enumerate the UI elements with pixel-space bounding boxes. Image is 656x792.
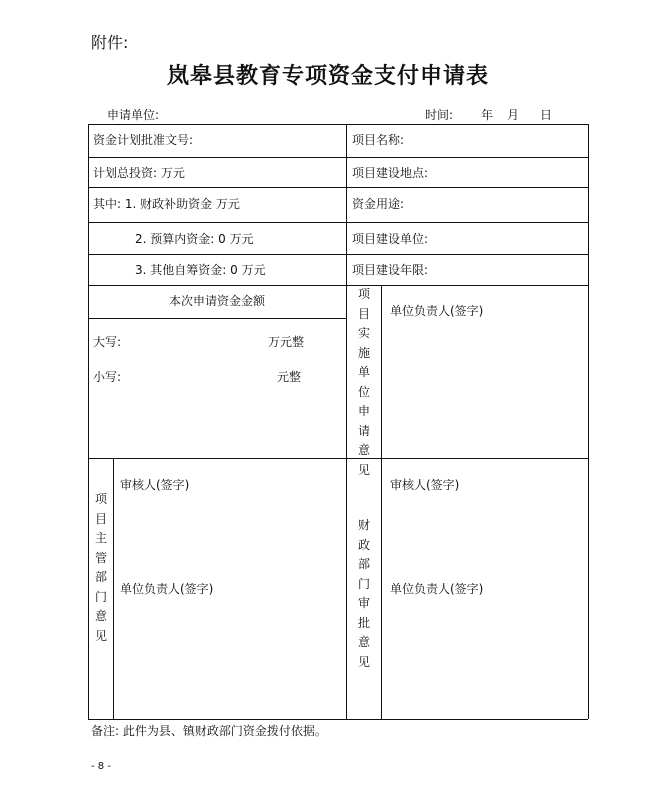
month-label: 月 [507,108,520,122]
table-bottom-border [88,719,588,720]
table-left-border [88,124,89,719]
opinion-label-divider-left [113,458,114,719]
row-divider [88,187,588,188]
opinion-label-divider-right [381,285,382,719]
fund-usage-field[interactable]: 资金用途: [352,197,405,211]
self-raised-fund-field[interactable]: 3. 其他自筹资金: 0 万元 [135,263,266,277]
implementing-unit-opinion-label: 项目实施单位申请意见 [357,287,370,477]
year-label: 年 [481,108,494,122]
finance-dept-approval-label: 财政部门审批意见 [357,518,370,669]
footnote: 备注: 此件为县、镇财政部门资金拨付依据。 [91,724,327,738]
table-right-border [588,124,589,719]
applicant-unit-label: 申请单位: [107,108,160,122]
page-number: - 8 - [91,761,111,772]
attachment-label: 附件: [91,33,129,52]
form-title: 岚皋县教育专项资金支付申请表 [166,63,489,89]
row-divider [88,222,588,223]
section-divider [88,458,588,459]
amount-lowercase-label: 小写: [93,370,122,384]
competent-dept-opinion-label: 项目主管部门意见 [94,492,107,643]
construction-unit-field[interactable]: 项目建设单位: [352,232,429,246]
total-investment-field[interactable]: 计划总投资: 万元 [93,166,185,180]
finance-dept-responsible-signature[interactable]: 单位负责人(签字) [390,582,484,596]
amount-uppercase-label: 大写: [93,335,122,349]
budget-fund-field[interactable]: 2. 预算内资金: 0 万元 [135,232,254,246]
row-divider [88,157,588,158]
competent-dept-responsible-signature[interactable]: 单位负责人(签字) [120,582,214,596]
row-divider [88,285,588,286]
amount-lowercase-unit[interactable]: 元整 [277,370,302,384]
row-divider [88,254,588,255]
day-label: 日 [540,108,553,122]
plan-approval-number-field[interactable]: 资金计划批准文号: [93,133,194,147]
column-divider [346,124,347,719]
amount-heading-divider [88,318,346,319]
competent-dept-reviewer-signature[interactable]: 审核人(签字) [120,478,190,492]
amount-uppercase-unit[interactable]: 万元整 [268,335,305,349]
project-name-field[interactable]: 项目名称: [352,133,405,147]
finance-dept-reviewer-signature[interactable]: 审核人(签字) [390,478,460,492]
implementing-unit-responsible-signature[interactable]: 单位负责人(签字) [390,304,484,318]
construction-period-field[interactable]: 项目建设年限: [352,263,429,277]
time-label: 时间: [425,108,454,122]
amount-heading: 本次申请资金金额 [168,294,265,308]
table-top-border [88,124,588,125]
fiscal-subsidy-field[interactable]: 其中: 1. 财政补助资金 万元 [93,197,240,211]
project-location-field[interactable]: 项目建设地点: [352,166,429,180]
